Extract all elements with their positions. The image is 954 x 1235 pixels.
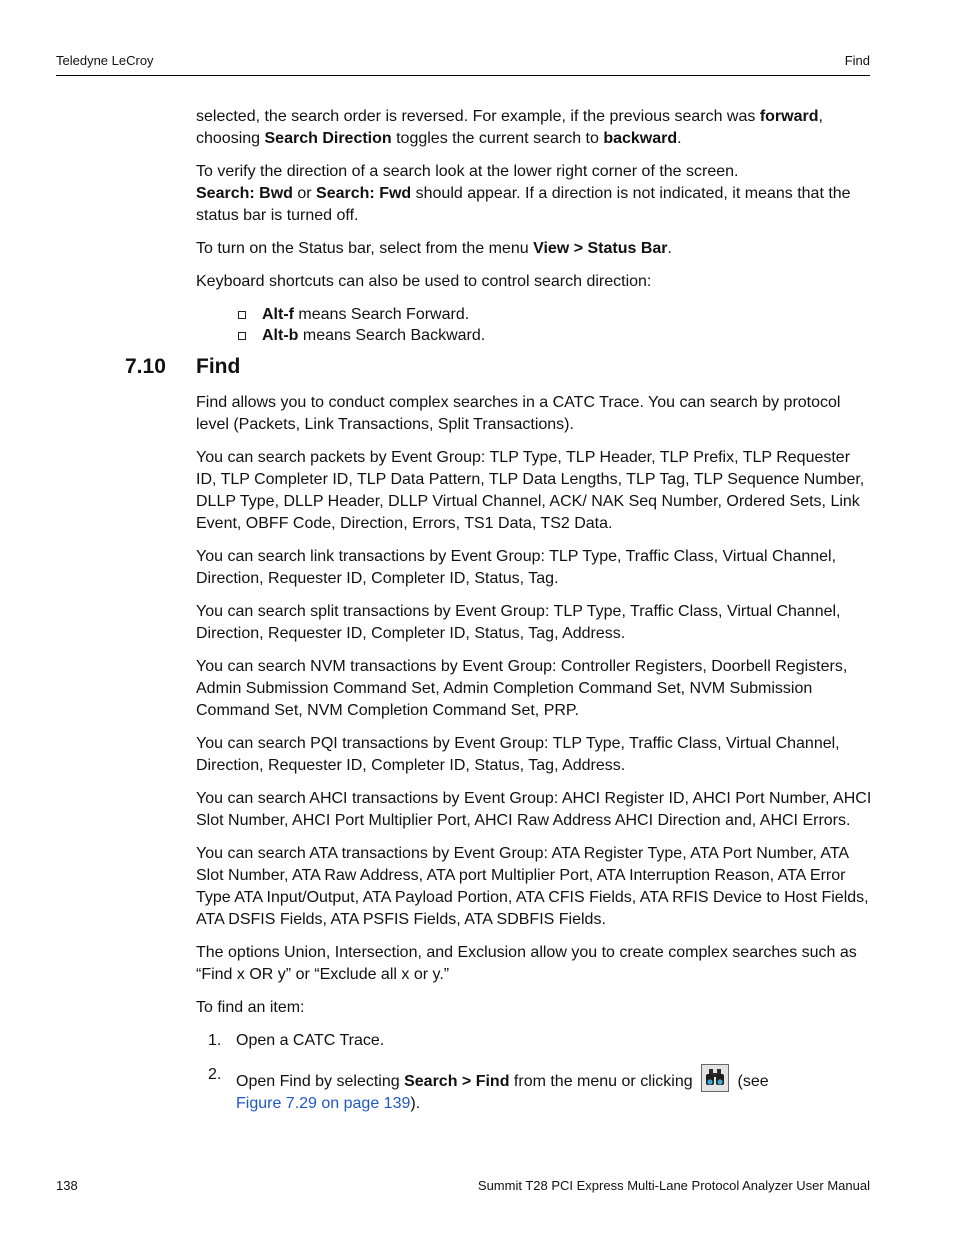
find-paragraph-6: You can search PQI transactions by Event Group: TLP Type, Traffic Class, Virtual Channel, Direction, Requester ID, Completer ID, Status, Tag, Address. <box>196 735 840 774</box>
find-paragraph-2: You can search packets by Event Group: TLP Type, TLP Header, TLP Prefix, TLP Requester ID, TLP Completer ID, TLP Data Pattern, TLP Data Lengths, TLP Tag, TLP Sequence Number, DLLP Type, DLLP Header, DLLP Virtual Channel, ACK/ NAK Seq Number, Ordered Sets, Link Event, OBFF Code, Direction, Errors, TS1 Data, TS2 Data. <box>196 449 865 532</box>
figure-link[interactable]: Figure 7.29 on page 139 <box>236 1095 411 1112</box>
binoculars-icon <box>701 1064 729 1092</box>
find-paragraph-7: You can search AHCI transactions by Event Group: AHCI Register ID, AHCI Port Number, AHCI Slot Number, AHCI Port Multiplier Port, AHCI Raw Address AHCI Direction and, AHCI Errors. <box>196 790 872 829</box>
intro-paragraph-4: Keyboard shortcuts can also be used to control search direction: <box>196 273 652 290</box>
intro-paragraph-3: To turn on the Status bar, select from the menu View > Status Bar. <box>196 240 672 257</box>
steps-list <box>196 1030 872 1115</box>
find-paragraph-1: Find allows you to conduct complex searches in a CATC Trace. You can search by protocol level (Packets, Link Transactions, Split Transactions). <box>196 394 841 433</box>
page-header <box>56 53 870 76</box>
header-chapter: Find <box>844 53 870 68</box>
step-item: 1. Open a CATC Trace. <box>208 1032 385 1049</box>
footer-manual-title: Summit T28 PCI Express Multi-Lane Protocol Analyzer User Manual <box>477 1178 870 1193</box>
find-paragraph-10: To find an item: <box>196 999 305 1016</box>
step-item: 2. Open Find by selecting Search > Find from the menu or clicking (see Figure 7.29 on page 139). <box>208 1066 769 1112</box>
find-paragraph-8: You can search ATA transactions by Event Group: ATA Register Type, ATA Port Number, ATA Slot Number, ATA Raw Address, ATA port Multiplier Port, ATA Interruption Reason, ATA Error Type ATA Input/Output, ATA Payload Portion, ATA CFIS Fields, ATA RFIS Device to Host Fields, ATA DSFIS Fields, ATA PSFIS Fields, ATA SDBFIS Fields. <box>196 845 869 928</box>
shortcut-list <box>196 304 872 346</box>
intro-paragraph-1: selected, the search order is reversed. For example, if the previous search was forward, choosing Search Direction toggles the current search to backward. <box>196 108 823 147</box>
list-item: Alt-f means Search Forward. <box>236 304 872 325</box>
find-paragraph-5: You can search NVM transactions by Event Group: Controller Registers, Doorbell Registers, Admin Submission Command Set, Admin Completion Command Set, NVM Submission Command Set, NVM Completion Command Set, PRP. <box>196 658 848 719</box>
find-paragraph-4: You can search split transactions by Event Group: TLP Type, Traffic Class, Virtual Channel, Direction, Requester ID, Completer ID, Status, Tag, Address. <box>196 603 841 642</box>
section-heading <box>125 356 872 382</box>
intro-paragraph-2: To verify the direction of a search look at the lower right corner of the screen. Search: Bwd or Search: Fwd should appear. If a direction is not indicated, it means that the status bar is turned off. <box>196 163 851 224</box>
page-body <box>125 106 872 1127</box>
section-title: Find <box>196 355 241 378</box>
list-item: Alt-b means Search Backward. <box>236 325 872 346</box>
find-paragraph-3: You can search link transactions by Event Group: TLP Type, Traffic Class, Virtual Channel, Direction, Requester ID, Completer ID, Status, Tag. <box>196 548 837 587</box>
page-number: 138 <box>56 1178 78 1193</box>
header-company: Teledyne LeCroy <box>56 53 154 68</box>
section-number: 7.10 <box>125 355 166 378</box>
find-paragraph-9: The options Union, Intersection, and Exclusion allow you to create complex searches such as “Find x OR y” or “Exclude all x or y.” <box>196 944 857 983</box>
